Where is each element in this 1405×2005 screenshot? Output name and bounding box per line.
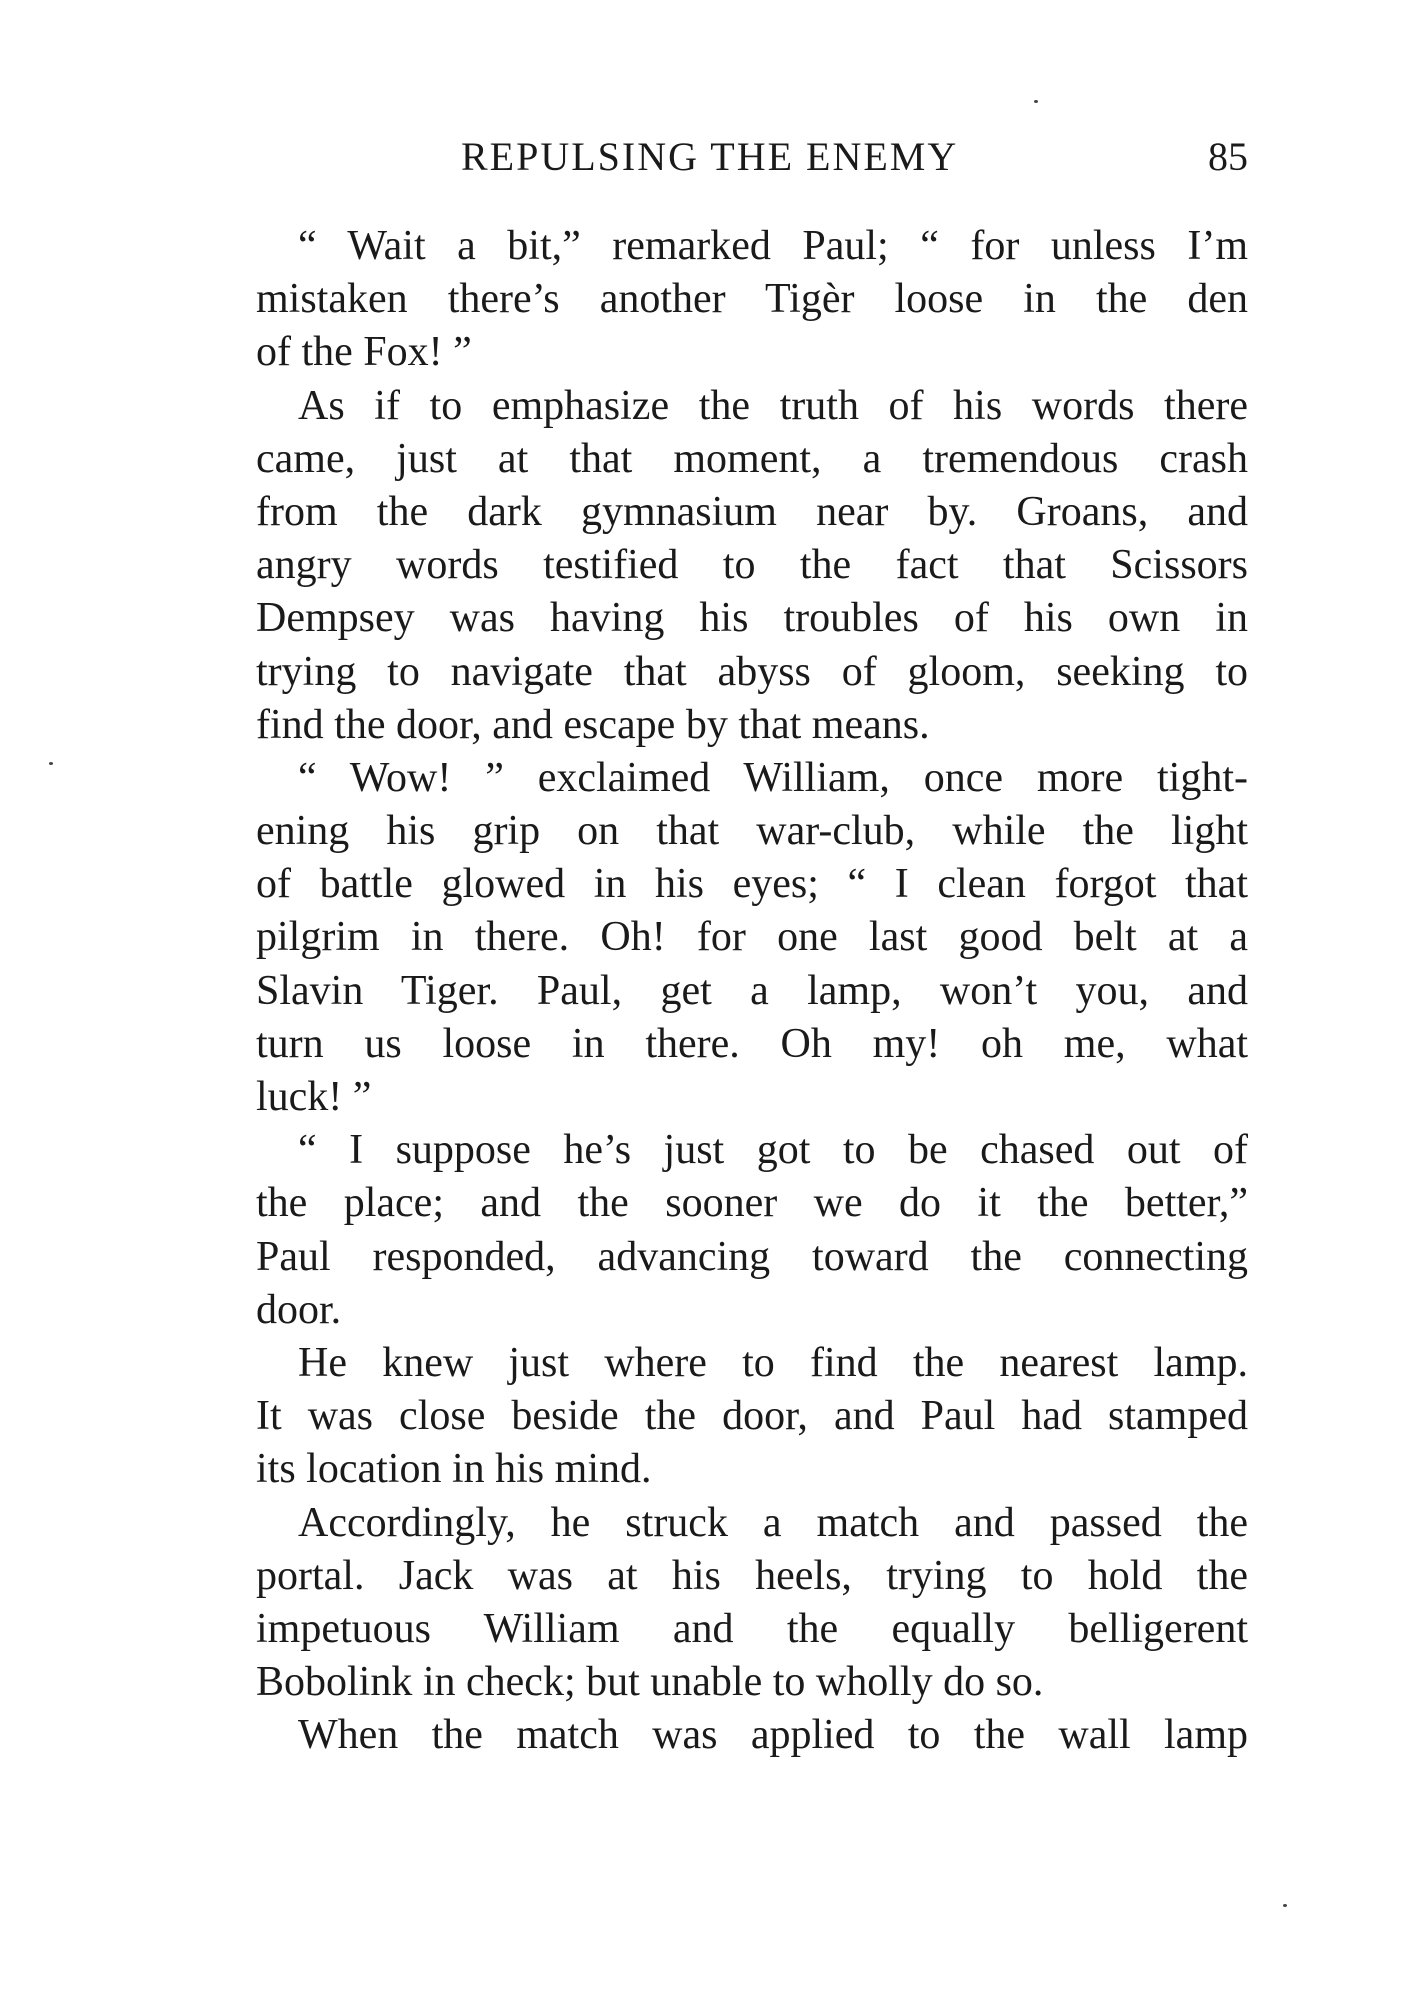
text-line: “ Wait a bit,” remarked Paul; “ for unless I’m xyxy=(298,223,1248,269)
text-line: from the dark gymnasium near by. Groans, and xyxy=(256,488,1248,535)
scan-speck xyxy=(1034,100,1038,103)
text-line: Accordingly, he struck a match and passed the xyxy=(298,1499,1248,1546)
text-line: came, just at that moment, a tremendous crash xyxy=(256,435,1248,482)
page-number: 85 xyxy=(1208,134,1248,179)
text-line: Slavin Tiger. Paul, get a lamp, won’t you, and xyxy=(256,967,1248,1014)
text-line: mistaken there’s another Tigèr loose in the den xyxy=(256,276,1248,323)
text-line: trying to navigate that abyss of gloom, seeking to xyxy=(256,648,1248,695)
text-line: As if to emphasize the truth of his words there xyxy=(298,382,1248,429)
text-line: Paul responded, advancing toward the connecting xyxy=(256,1233,1248,1280)
text-line: the place; and the sooner we do it the better,” xyxy=(256,1180,1248,1227)
text-line: turn us loose in there. Oh my! oh me, what xyxy=(256,1020,1248,1067)
text-line: luck! ” xyxy=(256,1074,372,1120)
scan-speck xyxy=(49,762,53,765)
body-text xyxy=(256,220,1248,1762)
text-line: portal. Jack was at his heels, trying to hold the xyxy=(256,1552,1248,1599)
text-line: It was close beside the door, and Paul had stamped xyxy=(256,1393,1248,1440)
text-line: “ Wow! ” exclaimed William, once more tight- xyxy=(298,754,1248,801)
text-line: of battle glowed in his eyes; “ I clean forgot that xyxy=(256,861,1248,908)
text-line: angry words testified to the fact that Scissors xyxy=(256,542,1248,589)
running-title: REPULSING THE ENEMY xyxy=(461,134,959,179)
text-line: of the Fox! ” xyxy=(256,329,472,376)
text-line: When the match was applied to the wall lamp xyxy=(298,1712,1248,1759)
scan-speck xyxy=(1283,1904,1287,1907)
running-head xyxy=(256,133,1248,189)
text-line: He knew just where to find the nearest lamp. xyxy=(298,1339,1248,1386)
text-line: door. xyxy=(256,1286,342,1333)
text-line: ening his grip on that war-club, while the light xyxy=(256,808,1248,855)
text-line: pilgrim in there. Oh! for one last good belt at a xyxy=(256,914,1248,961)
text-line: Dempsey was having his troubles of his own in xyxy=(256,595,1248,642)
text-line: impetuous William and the equally belligerent xyxy=(256,1605,1248,1652)
text-line: its location in his mind. xyxy=(256,1446,652,1493)
text-line: “ I suppose he’s just got to be chased out of xyxy=(298,1127,1248,1174)
text-line: find the door, and escape by that means. xyxy=(256,701,930,748)
text-line: Bobolink in check; but unable to wholly do so. xyxy=(256,1659,1044,1706)
